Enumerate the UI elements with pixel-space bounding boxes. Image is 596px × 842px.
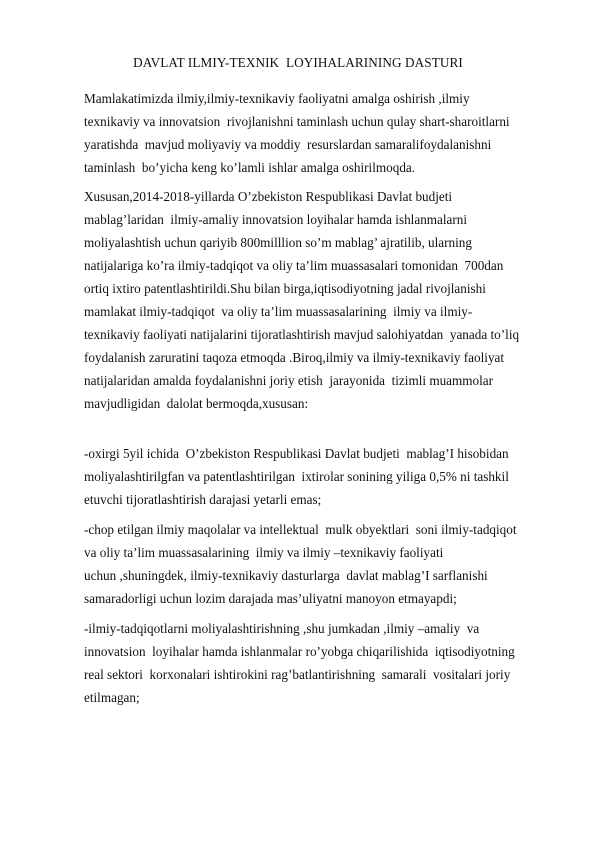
text-line: texnikaviy faoliyati natijalarini tijoratlashtirish mavjud salohiyatdan yanada to’liq — [84, 327, 520, 342]
text-line: real sektori korxonalari ishtirokini rag’batlantirishning samarali vositalari joriy — [84, 667, 511, 682]
text-line: Xususan,2014-2018-yillarda O’zbekiston Respublikasi Davlat budjeti — [84, 189, 453, 204]
text-line: samaradorligi uchun lozim darajada mas’uliyatni manoyon etmayapdi; — [84, 591, 457, 606]
text-line: moliyalashtish uchun qariyib 800milllion so’m mablag’ ajratilib, ularning — [84, 235, 472, 250]
paragraph-funding — [84, 185, 564, 415]
text-line: innovatsion loyihalar hamda ishlanmalar ro’yobga chiqarilishida iqtisodiyotning — [84, 644, 515, 659]
text-line: va oliy ta’lim muassasalarining ilmiy va ilmiy –texnikaviy faoliyati — [84, 545, 444, 560]
text-line: mavjudligidan dalolat bermoqda,xususan: — [84, 396, 309, 411]
text-line: texnikaviy va innovatsion rivojlanishni taminlash uchun qulay shart-sharoitlarni — [84, 114, 510, 129]
paragraph-intro — [84, 87, 564, 179]
text-line: moliyalashtirilgfan va patentlashtirilgan ixtirolar sonining yiliga 0,5% ni tashkil — [84, 469, 509, 484]
text-line: mablag’laridan ilmiy-amaliy innovatsion loyihalar hamda ishlanmalarni — [84, 212, 468, 227]
text-line: ortiq ixtiro patentlashtirildi.Shu bilan birga,iqtisodiyotning jadal rivojlanishi — [84, 281, 486, 296]
document-title: DAVLAT ILMIY-TEXNIK LOYIHALARINING DASTURI — [133, 55, 463, 70]
text-line: -oxirgi 5yil ichida O’zbekiston Respublikasi Davlat budjeti mablag’I hisobidan — [84, 446, 509, 461]
text-line: mamlakat ilmiy-tadqiqot va oliy ta’lim muassasalarining ilmiy va ilmiy- — [84, 304, 473, 319]
text-line: natijalariga ko’ra ilmiy-tadqiqot va oliy ta’lim muassasalari tomonidan 700dan — [84, 258, 504, 273]
paragraph-bullet-publications — [84, 518, 564, 610]
text-line: taminlash bo’yicha keng ko’lamli ishlar amalga oshirilmoqda. — [84, 160, 416, 175]
text-line: -ilmiy-tadqiqotlarni moliyalashtirishning ,shu jumkadan ,ilmiy –amaliy va — [84, 621, 480, 636]
text-line: etuvchi tijoratlashtirish darajasi yetarli emas; — [84, 492, 322, 507]
text-line: uchun ,shuningdek, ilmiy-texnikaviy dasturlarga davlat mablag’I sarflanishi — [84, 568, 488, 583]
paragraph-bullet-commercialization — [84, 442, 564, 511]
text-line: yaratishda mavjud moliyaviy va moddiy resurslardan samaralifoydalanishni — [84, 137, 492, 152]
text-line: etilmagan; — [84, 690, 140, 705]
paragraph-bullet-financing — [84, 617, 564, 709]
text-line: -chop etilgan ilmiy maqolalar va intellektual mulk obyektlari soni ilmiy-tadqiqot — [84, 522, 517, 537]
text-line: natijalaridan amalda foydalanishni joriy etish jarayonida tizimli muammolar — [84, 373, 494, 388]
text-line: foydalanish zaruratini taqoza etmoqda .Biroq,ilmiy va ilmiy-texnikaviy faoliyat — [84, 350, 505, 365]
text-line: Mamlakatimizda ilmiy,ilmiy-texnikaviy faoliyatni amalga oshirish ,ilmiy — [84, 91, 470, 106]
